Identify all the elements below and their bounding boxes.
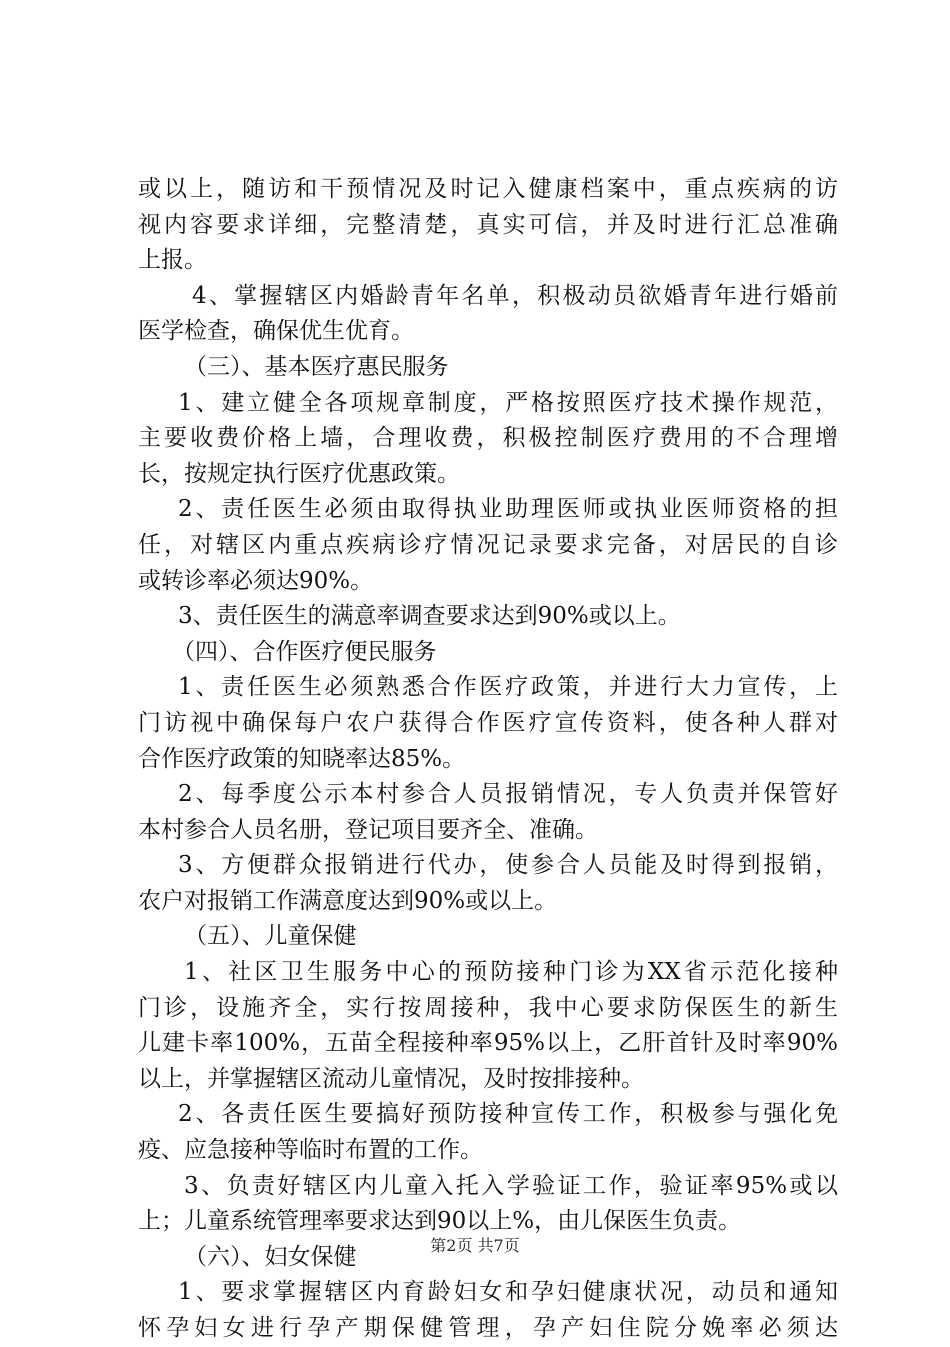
text-line: 1、建立健全各项规章制度，严格按照医疗技术操作规范， [178,389,838,416]
text-line: 3、负责好辖区内儿童入托入学验证工作，验证率95%或以 [184,1172,838,1199]
text-line: （三）、基本医疗惠民服务 [184,353,449,380]
text-line: 医学检查，确保优生优育。 [138,318,414,345]
text-line: 任，对辖区内重点疾病诊疗情况记录要求完备，对居民的自诊 [138,531,838,558]
text-line: 3、责任医生的满意率调查要求达到90%或以上。 [178,603,681,630]
text-line: 或转诊率必须达90%。 [138,567,374,594]
text-line: 长，按规定执行医疗优惠政策。 [138,460,460,487]
text-line: 2、责任医生必须由取得执业助理医师或执业医师资格的担 [178,496,838,523]
text-line: （六）、妇女保健 [184,1243,357,1270]
text-line: 2、各责任医生要搞好预防接种宣传工作，积极参与强化免 [178,1101,838,1128]
text-line: （四）、合作医疗便民服务 [172,638,437,665]
text-line: 1、要求掌握辖区内育龄妇女和孕妇健康状况，动员和通知 [178,1279,838,1306]
text-line: 门访视中确保每户农户获得合作医疗宣传资料，使各种人群对 [138,709,838,736]
text-line: （五）、儿童保健 [184,923,357,950]
text-line: 1、社区卫生服务中心的预防接种门诊为XX省示范化接种 [184,959,838,986]
text-line: 1、责任医生必须熟悉合作医疗政策，并进行大力宣传，上 [178,674,838,701]
text-line: 儿建卡率100%，五苗全程接种率95%以上，乙肝首针及时率90% [138,1030,838,1057]
text-line: 上；儿童系统管理率要求达到90以上%，由儿保医生负责。 [138,1208,742,1235]
text-line: 合作医疗政策的知晓率达85%。 [138,745,466,772]
text-line: 视内容要求详细，完整清楚，真实可信，并及时进行汇总准确 [138,211,838,238]
text-line: 3、方便群众报销进行代办，使参合人员能及时得到报销， [178,852,838,879]
text-line: 主要收费价格上墙，合理收费，积极控制医疗费用的不合理增 [138,425,838,452]
page-footer: 第2页 共7页 [430,1236,520,1255]
text-line: 或以上，随访和干预情况及时记入健康档案中，重点疾病的访 [138,176,838,202]
document-body [138,172,838,1347]
text-line: 2、每季度公示本村参合人员报销情况，专人负责并保管好 [178,781,838,808]
text-line: 疫、应急接种等临时布置的工作。 [138,1137,483,1164]
text-line: 怀孕妇女进行孕产期保健管理，孕产妇住院分娩率必须达 [138,1315,838,1341]
text-line: 4、掌握辖区内婚龄青年名单，积极动员欲婚青年进行婚前 [192,282,838,309]
text-line: 农户对报销工作满意度达到90%或以上。 [138,887,558,914]
text-line: 以上，并掌握辖区流动儿童情况，及时按排接种。 [138,1065,644,1092]
text-line: 门诊，设施齐全，实行按周接种，我中心要求防保医生的新生 [138,994,838,1021]
text-line: 上报。 [138,247,207,274]
text-line: 本村参合人员名册，登记项目要齐全、准确。 [138,816,598,843]
